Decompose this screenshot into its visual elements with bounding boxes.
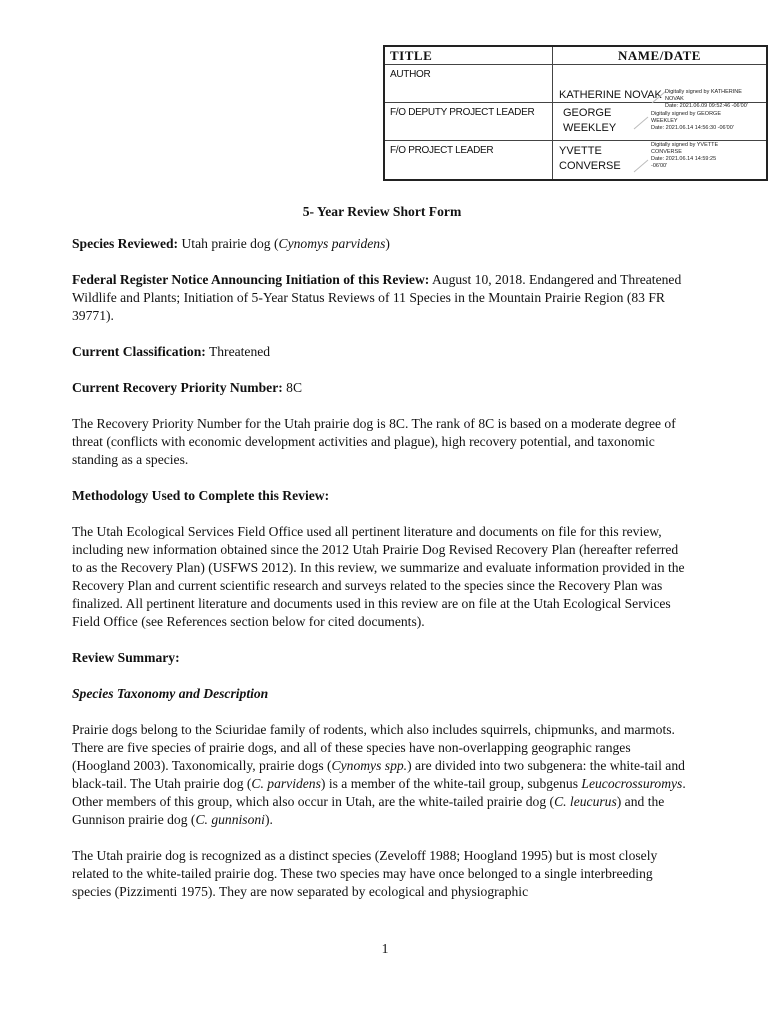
species-reviewed-close: ): [385, 236, 390, 251]
federal-register-notice: [72, 271, 692, 325]
species-reviewed-label: Species Reviewed:: [72, 236, 179, 251]
page-number: 1: [381, 941, 389, 956]
signature-line: Date: 2021.06.14 14:59:25: [651, 156, 717, 162]
taxonomy-text: Prairie dogs belong to the Sciuridae family of rodents, which also includes squirrels, chipmunks, and marmots. There are five species of prairie dogs, and all of these species have non-overlapping geographic ranges (Hoogland 2003). Taxonomically, prairie dogs (: [72, 722, 675, 773]
scientific-name: C. gunnisoni: [195, 812, 265, 827]
signature-line: NOVAK: [665, 96, 684, 102]
scientific-name: C. parvidens: [251, 776, 321, 791]
scientific-name: Cynomys parvidens: [278, 236, 386, 251]
signer-name-deputy: [563, 106, 616, 136]
taxonomy-text: ).: [264, 812, 273, 827]
digital-signature-leader: [651, 142, 718, 170]
signature-line: Digitally signed by YVETTE: [651, 142, 719, 148]
taxonomy-text: ) is a member of the white-tail group, subgenus: [320, 776, 582, 791]
name-date-header: NAME/DATE: [553, 47, 766, 65]
scientific-name: C. leucurus: [554, 794, 617, 809]
role-project-leader: F/O PROJECT LEADER: [385, 141, 553, 179]
signature-line: -06'00': [651, 163, 668, 169]
digital-signature-deputy: [651, 111, 734, 132]
relationship-paragraph: The Utah prairie dog is recognized as a distinct species (Zeveloff 1988; Hoogland 1995) but is most closely related to the white-tailed prairie dog. These two species may have once belonged to a single interbreeding species (Pizzimenti 1975). They are now separated by ecological and physiographic: [72, 848, 658, 899]
species-reviewed-text: Utah prairie dog (: [178, 236, 279, 251]
signer-name-line: YVETTE: [559, 145, 602, 157]
role-author: AUTHOR: [385, 65, 553, 103]
role-deputy-project-leader: F/O DEPUTY PROJECT LEADER: [385, 103, 553, 141]
methodology-heading: Methodology Used to Complete this Review:: [72, 488, 330, 503]
signature-cell-deputy: [553, 103, 766, 141]
taxonomy-text: . Other members of this group, which also occur in Utah, are the white-tailed prairie dog (: [72, 776, 686, 809]
signature-table: [383, 45, 768, 181]
federal-register-label: Federal Register Notice Announcing Initiation of this Review:: [72, 272, 430, 287]
signer-name-line: WEEKLEY: [563, 122, 617, 134]
recovery-priority-paragraph: The Recovery Priority Number for the Utah prairie dog is 8C. The rank of 8C is based on a moderate degree of threat (conflicts with economic development activities and plague), high recovery potential, and taxonomic standing as a species.: [72, 416, 676, 467]
scientific-name: Leucocrossuromys: [581, 776, 683, 791]
signer-name-line: CONVERSE: [559, 160, 621, 172]
taxonomy-text: ) are divided into two subgenera: the white-tail and black-tail. The Utah prairie dog (: [72, 758, 685, 791]
taxonomy-heading: Species Taxonomy and Description: [72, 686, 269, 701]
signer-name-leader: [559, 144, 621, 174]
signature-line: Digitally signed by KATHERINE: [665, 89, 742, 95]
scientific-name: Cynomys spp.: [331, 758, 408, 773]
title-header: TITLE: [385, 47, 553, 65]
signature-mark-icon: [633, 116, 649, 130]
taxonomy-text: ) and the Gunnison prairie dog (: [72, 794, 665, 827]
signature-cell-author: [553, 65, 766, 109]
signature-cell-leader: [553, 141, 766, 179]
classification-label: Current Classification:: [72, 344, 206, 359]
taxonomy-paragraph: [72, 721, 692, 829]
document-body: [72, 203, 692, 901]
recovery-priority-value: 8C: [282, 380, 303, 395]
methodology-paragraph: The Utah Ecological Services Field Office used all pertinent literature and documents on file for this review, including new information obtained since the 2012 Utah Prairie Dog Revised Recovery Plan (hereafter referred to as the Recovery Plan) (USFWS 2012). In this review, we summarize and evaluate information provided in the Recovery Plan and current scientific research and surveys related to the species since the Recovery Plan was finalized. All pertinent literature and documents used in this review are on file at the Utah Ecological Services Field Office (see References section below for cited documents).: [72, 524, 685, 629]
classification-value: Threatened: [205, 344, 271, 359]
document-title: 5- Year Review Short Form: [302, 204, 462, 219]
recovery-priority-number: [72, 379, 692, 397]
signer-name-author: [559, 88, 662, 103]
signature-line: WEEKLEY: [651, 118, 678, 124]
recovery-priority-label: Current Recovery Priority Number:: [72, 380, 283, 395]
review-summary-heading: Review Summary:: [72, 650, 180, 665]
signature-line: Date: 2021.06.09 09:52:46 -06'00': [665, 103, 748, 109]
signature-line: Date: 2021.06.14 14:56:30 -06'00': [651, 125, 734, 131]
species-reviewed: [72, 235, 692, 253]
signature-line: CONVERSE: [651, 149, 682, 155]
signer-name-line: KATHERINE NOVAK: [559, 89, 662, 101]
signature-line: Digitally signed by GEORGE: [651, 111, 721, 117]
current-classification: [72, 343, 692, 361]
federal-register-text: August 10, 2018. Endangered and Threatened Wildlife and Plants; Initiation of 5-Year Status Reviews of 11 Species in the Mountain Prairie Region (83 FR 39771).: [72, 272, 682, 323]
signature-mark-icon: [633, 159, 649, 173]
signer-name-line: GEORGE: [563, 107, 612, 119]
